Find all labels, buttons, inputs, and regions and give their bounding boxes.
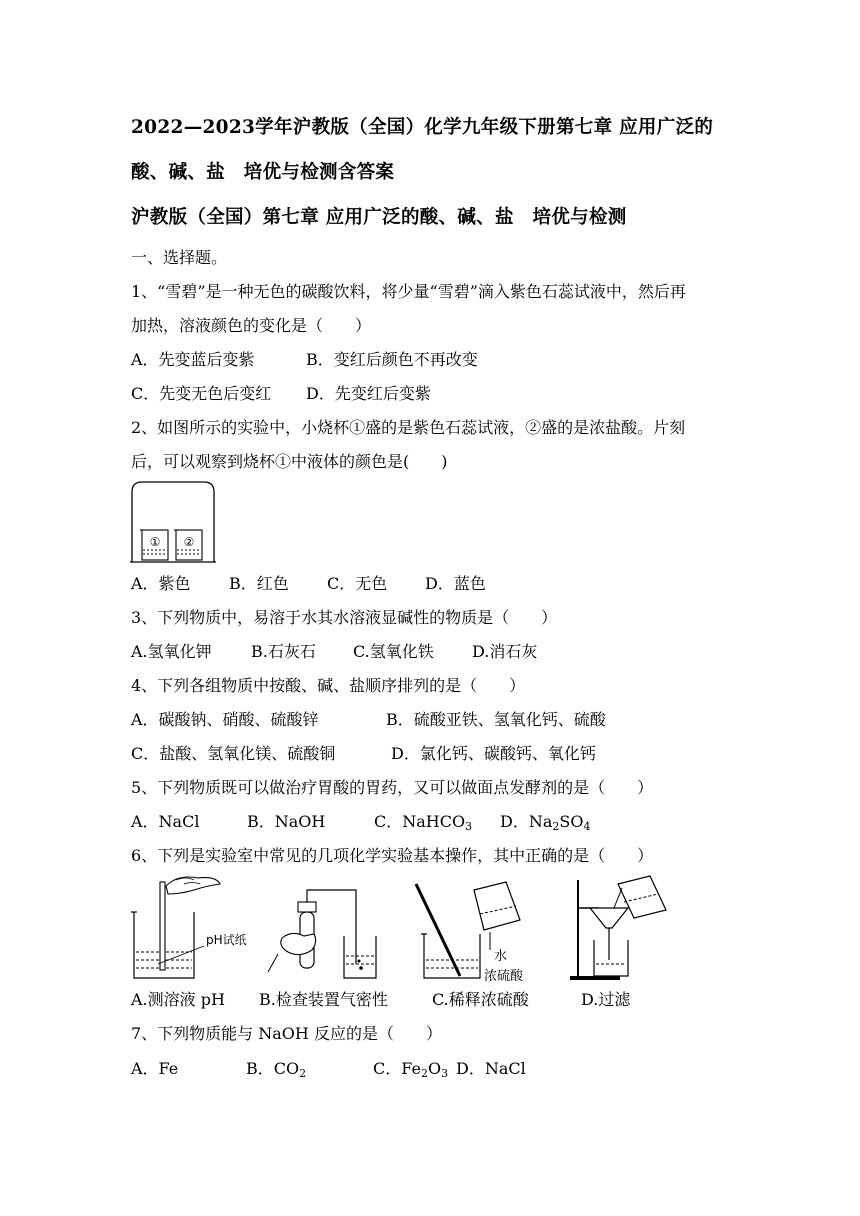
q2-option-c: C．无色 [327,574,388,593]
q3-option-b: B.石灰石 [251,642,316,661]
filtration-illustration [570,876,666,980]
water-label: 水 [494,949,508,964]
doc-title-line-1: 2022—2023学年沪教版（全国）化学九年级下册第七章 应用广泛的 [131,117,714,138]
section-heading: 一、选择题。 [131,248,228,267]
q6-option-d: D.过滤 [581,990,631,1009]
doc-subtitle: 沪教版（全国）第七章 应用广泛的酸、碱、盐 培优与检测 [131,207,627,228]
q1-option-b: B．变红后颜色不再改变 [306,350,478,369]
q1-option-a: A．先变蓝后变紫 [131,350,255,369]
q5-option-c: C．NaHCO$_3$ [374,812,473,833]
q5-stem: 5、下列物质既可以做治疗胃酸的胃药，又可以做面点发酵剂的是（ ） [131,778,654,797]
q5-option-a: A．NaCl [131,812,200,831]
q5-option-d: D．$Na_2SO_4$ [500,812,591,833]
q1-option-c: C．先变无色后变红 [131,384,272,403]
q2-stem-line-1: 2、如图所示的实验中，小烧杯①盛的是紫色石蕊试液，②盛的是浓盐酸。片刻 [131,418,686,437]
q4-option-b: B．硫酸亚铁、氢氧化钙、硫酸 [386,710,606,729]
bell-jar-beakers-figure [128,478,218,566]
q2-option-b: B．红色 [229,574,289,593]
airtightness-check-illustration [268,890,376,978]
q4-option-a: A．碳酸钠、硝酸、硫酸锌 [131,710,319,729]
pouring-beaker [474,882,520,930]
q2-option-d: D．蓝色 [425,574,486,593]
beaker-2-label: ② [183,535,195,549]
q3-option-d: D.消石灰 [472,642,538,661]
q1-option-d: D．先变红后变紫 [306,384,431,403]
q2-option-a: A．紫色 [131,574,191,593]
q3-option-c: C.氢氧化铁 [353,642,434,661]
q3-option-a: A.氢氧化钾 [131,642,212,661]
q5-option-b: B．NaOH [247,812,326,831]
q3-stem: 3、下列物质中，易溶于水其水溶液显碱性的物质是（ ） [131,608,558,627]
q6-option-b: B.检查装置气密性 [259,990,388,1009]
q7-option-a: A．Fe [131,1059,179,1078]
q1-stem-line-2: 加热，溶液颜色的变化是（ ） [131,316,372,335]
q4-option-c: C．盐酸、氢氧化镁、硫酸铜 [131,744,336,763]
doc-title-line-2: 酸、碱、盐 培优与检测含答案 [131,162,395,183]
q7-option-c: C．$Fe_2O_3$ [373,1059,449,1080]
q6-option-a: A.测溶液 pH [131,990,225,1009]
lab-operations-figure [128,872,673,984]
q6-stem: 6、下列是实验室中常见的几项化学实验基本操作，其中正确的是（ ） [131,846,654,865]
q7-option-b: B．$CO_2$ [246,1059,307,1080]
beaker-1 [140,530,168,560]
q7-option-d: D．NaCl [456,1059,526,1078]
beaker-2 [174,530,202,560]
beaker-1-label: ① [149,535,161,549]
q2-stem-line-2: 后，可以观察到烧杯①中液体的颜色是( ) [131,452,448,471]
ph-paper-label: pH试纸 [206,933,247,947]
acid-label: 浓硫酸 [484,969,524,984]
q4-stem: 4、下列各组物质中按酸、碱、盐顺序排列的是（ ） [131,676,526,695]
dilute-acid-illustration [416,882,524,984]
q1-stem-line-1: 1、“雪碧”是一种无色的碳酸饮料，将少量“雪碧”滴入紫色石蕊试液中，然后再 [131,282,686,301]
q4-option-d: D．氯化钙、碳酸钙、氧化钙 [391,744,596,763]
hand-icon [281,933,316,954]
funnel [590,908,628,928]
ph-test-illustration [131,877,247,978]
q6-option-c: C.稀释浓硫酸 [432,990,529,1009]
q7-stem: 7、下列物质能与 NaOH 反应的是（ ） [131,1024,442,1043]
glass-rod [416,884,460,976]
